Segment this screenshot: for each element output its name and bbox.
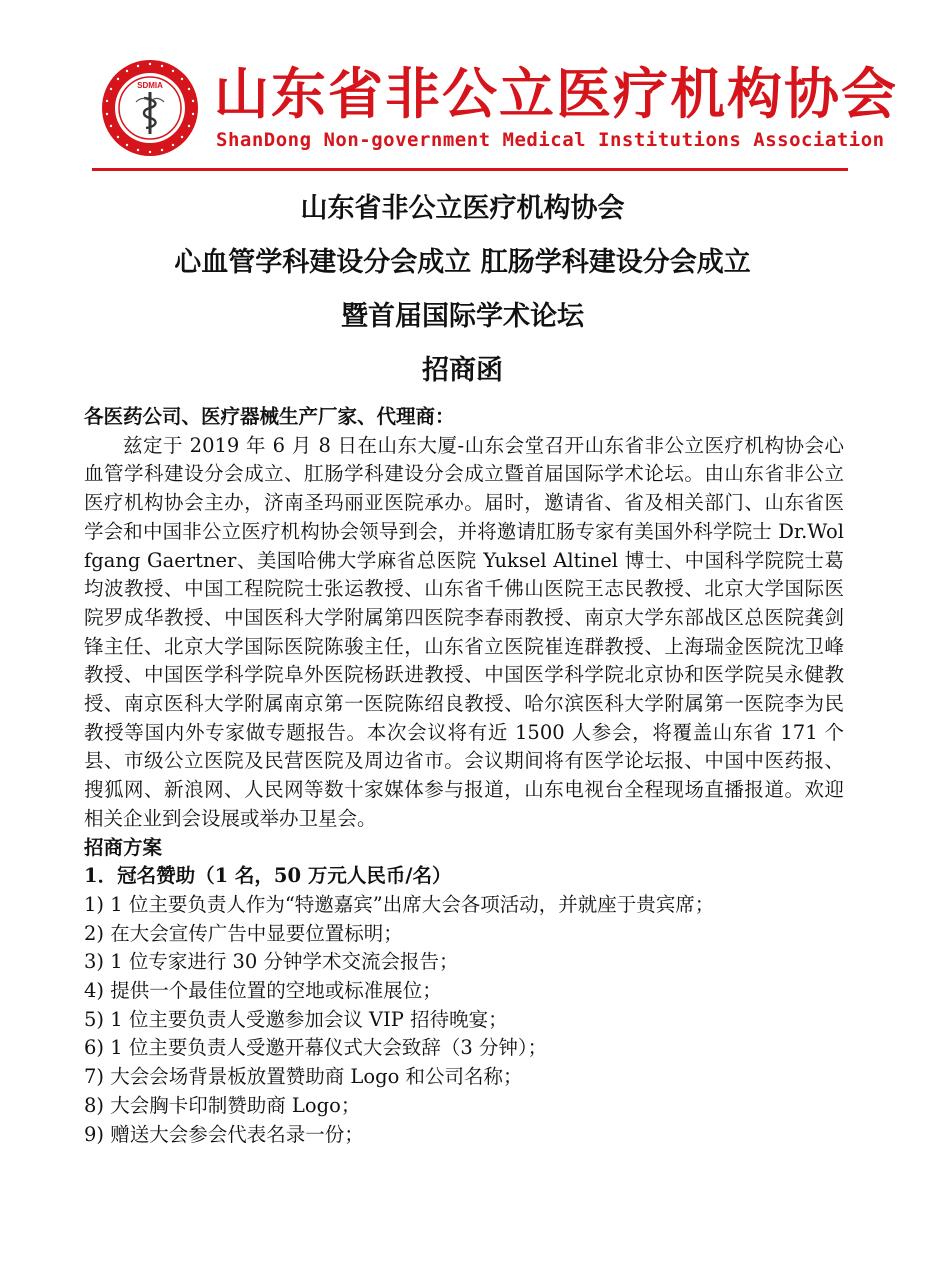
benefit-list-item: 8) 大会胸卡印制赞助商 Logo； xyxy=(84,1093,361,1117)
org-name-english: ShanDong Non-government Medical Institutions Association xyxy=(216,129,885,151)
salutation: 各医药公司、医疗器械生产厂家、代理商： xyxy=(84,405,455,428)
benefit-list-item: 1) 1 位主要负责人作为“特邀嘉宾”出席大会各项活动，并就座于贵宾席； xyxy=(84,892,715,916)
benefit-list-item: 4) 提供一个最佳位置的空地或标准展位； xyxy=(84,979,442,1003)
letterhead-divider xyxy=(92,168,848,171)
org-name-chinese: 山东省非公立医疗机构协会 xyxy=(214,62,899,126)
benefit-list-item: 9) 赠送大会参会代表名录一份； xyxy=(84,1122,364,1146)
title-line-3: 暨首届国际学术论坛 xyxy=(341,301,584,332)
benefit-list-item: 3) 1 位专家进行 30 分钟学术交流会报告； xyxy=(84,950,459,974)
title-line-4: 招商函 xyxy=(422,355,503,386)
document-title-block xyxy=(0,182,925,398)
sponsorship-item-title: 1．冠名赞助（1 名，50 万元人民币/名） xyxy=(84,864,452,888)
benefit-list-item: 5) 1 位主要负责人受邀参加会议 VIP 招待晚宴； xyxy=(84,1007,508,1031)
association-seal-logo xyxy=(100,58,200,158)
document-body xyxy=(84,403,844,1149)
section-title-sponsorship-plan: 招商方案 xyxy=(84,835,163,859)
intro-paragraph: 兹定于 2019 年 6 月 8 日在山东大厦-山东会堂召开山东省非公立医疗机构协会心血管学科建设分会成立、肛肠学科建设分会成立暨首届国际学术论坛。由山东省非公立医疗机构协会主办，济南圣玛丽亚医院承办。届时，邀请省、省及相关部门、山东省医学会和中国非公立医疗机构协会领导到会，并将邀请肛肠专家有美国外科学院士 Dr.Wolfgang Gaertner、美国哈佛大学麻省总医院 Yuksel Altinel 博士、中国科学院院士葛均波教授、中国工程院院士张运教授、山东省千佛山医院王志民教授、北京大学国际医院罗成华教授、中国医科大学附属第四医院李春雨教授、南京大学东部战区总医院龚剑锋主任、北京大学国际医院陈骏主任，山东省立医院崔连群教授、上海瑞金医院沈卫峰教授、中国医学科学院阜外医院杨跃进教授、中国医学科学院北京协和医学院吴永健教授、南京医科大学附属南京第一医院陈绍良教授、哈尔滨医科大学附属第一医院李为民教授等国内外专家做专题报告。本次会议将有近 1500 人参会，将覆盖山东省 171 个县、市级公立医院及民营医院及周边省市。会议期间将有医学论坛报、中国中医药报、搜狐网、新浪网、人民网等数十家媒体参与报道，山东电视台全程现场直播报道。欢迎相关企业到会设展或举办卫星会。 xyxy=(84,433,844,830)
title-line-1: 山东省非公立医疗机构协会 xyxy=(300,193,625,224)
letterhead xyxy=(92,58,899,170)
title-line-2: 心血管学科建设分会成立 肛肠学科建设分会成立 xyxy=(174,247,751,278)
svg-text:SDMIA: SDMIA xyxy=(137,81,163,90)
benefit-list-item: 6) 1 位主要负责人受邀开幕仪式大会致辞（3 分钟）； xyxy=(84,1036,548,1060)
benefit-list-item: 7) 大会会场背景板放置赞助商 Logo 和公司名称； xyxy=(84,1065,523,1089)
benefit-list-item: 2) 在大会宣传广告中显要位置标明； xyxy=(84,921,403,945)
